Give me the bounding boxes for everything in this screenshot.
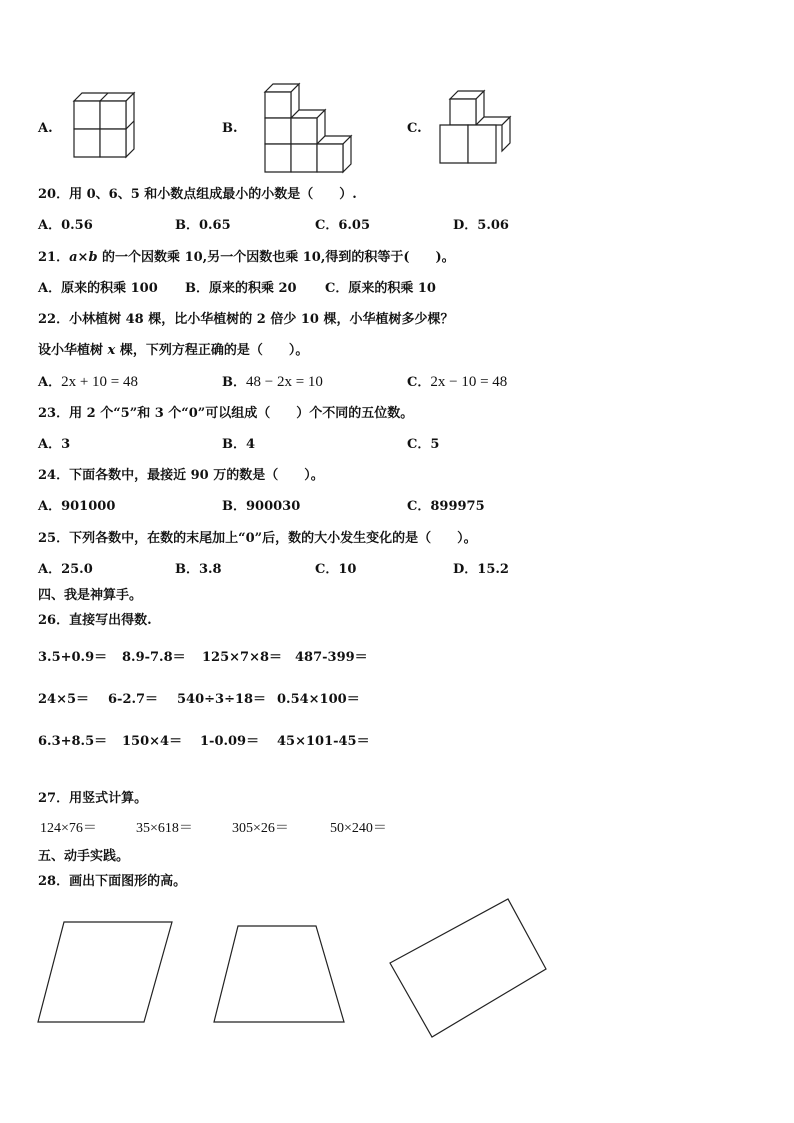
cube-figure-c	[440, 91, 512, 165]
q27-item: 305×26＝	[232, 821, 289, 836]
q25-option-c: C．10	[315, 562, 357, 577]
cube-figure-a	[74, 93, 136, 159]
section-5-heading: 五、动手实践。	[38, 849, 130, 864]
q22-setup	[38, 343, 308, 359]
q24-option-b: B．900030	[222, 499, 301, 514]
cube-figure-b	[265, 84, 355, 174]
q20-option-d: D．5.06	[453, 218, 509, 233]
q20-option-a: A．0.56	[38, 218, 93, 233]
q22-setup-var: x	[107, 343, 116, 358]
q26-item: 487-399＝	[295, 650, 368, 665]
parallelogram-shape	[36, 918, 176, 1026]
q22-option-b	[222, 374, 323, 391]
tilted-rectangle-shape	[388, 897, 550, 1041]
q25-option-a: A．25.0	[38, 562, 93, 577]
q24-option-c: C．899975	[407, 499, 485, 514]
q22-option-a-label: A．	[38, 375, 62, 390]
q24-option-a: A．901000	[38, 499, 116, 514]
q22-option-a-expr: 2x + 10 = 48	[61, 374, 139, 390]
q22-option-a	[38, 374, 138, 391]
q21-option-a: A．原来的积乘 100	[38, 281, 158, 296]
q23-option-a: A．3	[38, 437, 71, 452]
q20-option-b: B．0.65	[175, 218, 231, 233]
q25-option-b: B．3.8	[175, 562, 222, 577]
q21-question	[38, 250, 455, 266]
section-4-heading: 四、我是神算手。	[38, 588, 143, 603]
q26-item: 150×4＝	[122, 734, 183, 749]
q21-times-sign: ×	[77, 250, 89, 265]
q21-option-c: C．原来的积乘 10	[325, 281, 436, 296]
q22-option-b-label: B．	[222, 375, 246, 390]
q25-question: 25．下列各数中，在数的末尾加上“0”后，数的大小发生变化的是（ ）。	[38, 531, 477, 546]
q22-option-c-expr: 2x − 10 = 48	[430, 374, 508, 390]
q21-option-b: B．原来的积乘 20	[185, 281, 297, 296]
q26-item: 1-0.09＝	[200, 734, 260, 749]
q21-number: 21．	[38, 250, 70, 265]
q21-rest: 的一个因数乘 10,另一个因数也乘 10,得到的积等于( )。	[97, 250, 455, 265]
q26-question: 26．直接写出得数.	[38, 613, 152, 628]
q22-setup-pre: 设小华植树	[38, 343, 108, 358]
q27-item: 124×76＝	[40, 821, 97, 836]
trapezoid-shape	[212, 924, 348, 1026]
q19-option-a-label: A.	[38, 121, 53, 136]
q20-question: 20．用 0、6、5 和小数点组成最小的小数是（ ）.	[38, 187, 357, 202]
q21-var-b: b	[88, 250, 98, 265]
q27-question: 27．用竖式计算。	[38, 791, 148, 806]
q26-item: 8.9-7.8＝	[122, 650, 186, 665]
q23-question: 23．用 2 个“5”和 3 个“0”可以组成（ ）个不同的五位数。	[38, 406, 414, 421]
q28-question: 28．画出下面图形的高。	[38, 874, 187, 889]
q19-option-c-label: C.	[407, 121, 422, 136]
q26-item: 0.54×100＝	[277, 692, 360, 707]
q27-item: 50×240＝	[330, 821, 387, 836]
q26-item: 6-2.7＝	[108, 692, 159, 707]
q22-option-c	[407, 374, 507, 391]
q23-option-b: B．4	[222, 437, 256, 452]
q21-var-a: a	[69, 250, 78, 265]
q22-option-b-expr: 48 − 2x = 10	[246, 374, 323, 390]
q26-item: 3.5+0.9＝	[38, 650, 108, 665]
q26-item: 6.3+8.5＝	[38, 734, 108, 749]
q27-item: 35×618＝	[136, 821, 193, 836]
q19-option-b-label: B.	[222, 121, 238, 136]
q26-item: 540÷3÷18＝	[177, 692, 267, 707]
q22-question: 22．小林植树 48 棵，比小华植树的 2 倍少 10 棵，小华植树多少棵？	[38, 312, 454, 327]
q24-question: 24．下面各数中，最接近 90 万的数是（ ）。	[38, 468, 324, 483]
q26-item: 45×101-45＝	[277, 734, 370, 749]
q23-option-c: C．5	[407, 437, 440, 452]
q22-option-c-label: C．	[407, 375, 431, 390]
q20-option-c: C．6.05	[315, 218, 371, 233]
q26-item: 24×5＝	[38, 692, 90, 707]
q22-setup-post: 棵，下列方程正确的是（ ）。	[115, 343, 309, 358]
q25-option-d: D．15.2	[453, 562, 509, 577]
q26-item: 125×7×8＝	[202, 650, 283, 665]
